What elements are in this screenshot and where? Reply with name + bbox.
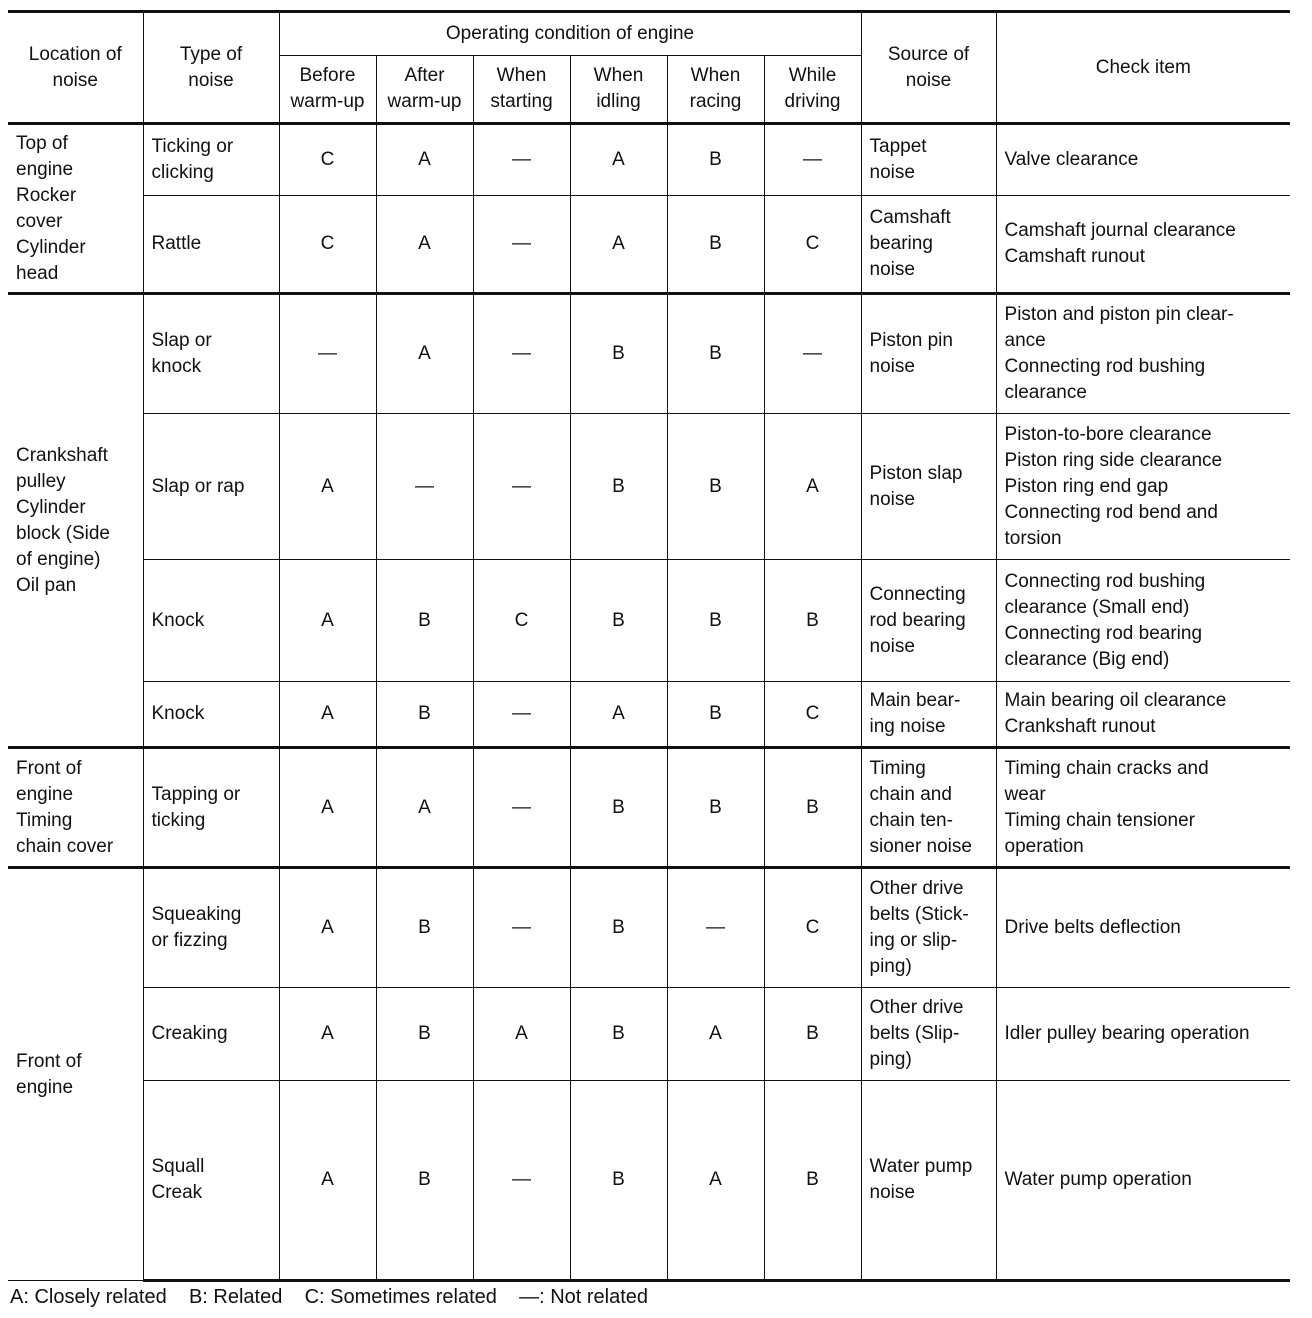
condition-cell: B — [764, 988, 861, 1081]
condition-cell: B — [570, 294, 667, 414]
condition-cell: C — [279, 124, 376, 196]
condition-cell: — — [764, 294, 861, 414]
condition-cell: A — [279, 414, 376, 560]
check-item-cell: Drive belts deflection — [996, 868, 1290, 988]
type-cell: Rattle — [143, 196, 279, 294]
type-cell: Slap or knock — [143, 294, 279, 414]
condition-cell: B — [376, 988, 473, 1081]
condition-cell: — — [279, 294, 376, 414]
source-cell: Connecting rod bearing noise — [861, 560, 996, 682]
condition-cell: A — [667, 1081, 764, 1281]
location-cell: Front of engine — [8, 868, 143, 1281]
condition-cell: A — [764, 414, 861, 560]
condition-cell: A — [473, 988, 570, 1081]
type-cell: Ticking or clicking — [143, 124, 279, 196]
condition-cell: — — [473, 682, 570, 748]
condition-cell: A — [376, 748, 473, 868]
condition-cell: A — [667, 988, 764, 1081]
condition-cell: B — [376, 868, 473, 988]
check-item-cell: Piston and piston pin clear- ance Connecting rod bushing clearance — [996, 294, 1290, 414]
operating-condition-header: Operating condition of engine — [279, 12, 861, 56]
type-cell: Knock — [143, 560, 279, 682]
condition-cell: B — [570, 414, 667, 560]
condition-cell: — — [764, 124, 861, 196]
type-header: Type of noise — [143, 12, 279, 124]
condition-cell: B — [764, 748, 861, 868]
source-cell: Other drive belts (Stick- ing or slip- ping) — [861, 868, 996, 988]
table-row — [8, 196, 1290, 294]
condition-cell: A — [279, 682, 376, 748]
type-cell: Tapping or ticking — [143, 748, 279, 868]
source-cell: Piston slap noise — [861, 414, 996, 560]
source-cell: Piston pin noise — [861, 294, 996, 414]
engine-noise-table — [8, 10, 1290, 1282]
location-header: Location of noise — [8, 12, 143, 124]
table-row — [8, 988, 1290, 1081]
table-row — [8, 124, 1290, 196]
check-item-cell: Valve clearance — [996, 124, 1290, 196]
source-cell: Camshaft bearing noise — [861, 196, 996, 294]
condition-cell: B — [570, 560, 667, 682]
source-cell: Tappet noise — [861, 124, 996, 196]
condition-cell: — — [473, 868, 570, 988]
condition-cell: A — [279, 560, 376, 682]
condition-cell: B — [667, 748, 764, 868]
condition-cell: A — [376, 124, 473, 196]
type-cell: Knock — [143, 682, 279, 748]
condition-cell: B — [667, 414, 764, 560]
condition-when-racing-header: When racing — [667, 56, 764, 124]
check-item-header: Check item — [996, 12, 1290, 124]
table-row — [8, 414, 1290, 560]
table-row — [8, 1081, 1290, 1281]
condition-cell: B — [764, 560, 861, 682]
condition-cell: A — [279, 748, 376, 868]
condition-cell: A — [570, 196, 667, 294]
condition-cell: — — [473, 196, 570, 294]
condition-cell: — — [473, 414, 570, 560]
condition-cell: B — [570, 1081, 667, 1281]
location-cell: Front of engine Timing chain cover — [8, 748, 143, 868]
condition-cell: A — [279, 988, 376, 1081]
location-cell: Top of engine Rocker cover Cylinder head — [8, 124, 143, 294]
table-row — [8, 748, 1290, 868]
condition-cell: A — [279, 1081, 376, 1281]
source-cell: Timing chain and chain ten- sioner noise — [861, 748, 996, 868]
condition-cell: B — [667, 196, 764, 294]
check-item-cell: Main bearing oil clearance Crankshaft runout — [996, 682, 1290, 748]
condition-cell: A — [376, 294, 473, 414]
condition-cell: B — [570, 868, 667, 988]
source-cell: Other drive belts (Slip- ping) — [861, 988, 996, 1081]
location-cell: Crankshaft pulley Cylinder block (Side of engine) Oil pan — [8, 294, 143, 748]
condition-cell: C — [279, 196, 376, 294]
condition-cell: B — [570, 988, 667, 1081]
condition-cell: A — [279, 868, 376, 988]
condition-cell: — — [473, 1081, 570, 1281]
condition-while-driving-header: While driving — [764, 56, 861, 124]
check-item-cell: Timing chain cracks and wear Timing chain tensioner operation — [996, 748, 1290, 868]
check-item-cell: Camshaft journal clearance Camshaft runout — [996, 196, 1290, 294]
check-item-cell: Connecting rod bushing clearance (Small end) Connecting rod bearing clearance (Big end) — [996, 560, 1290, 682]
source-cell: Main bear- ing noise — [861, 682, 996, 748]
condition-cell: — — [473, 294, 570, 414]
condition-cell: A — [376, 196, 473, 294]
condition-cell: C — [764, 682, 861, 748]
condition-cell: B — [667, 560, 764, 682]
table-row — [8, 294, 1290, 414]
condition-when-idling-header: When idling — [570, 56, 667, 124]
source-cell: Water pump noise — [861, 1081, 996, 1281]
condition-cell: — — [473, 748, 570, 868]
check-item-cell: Piston-to-bore clearance Piston ring side clearance Piston ring end gap Connecting rod bend and torsion — [996, 414, 1290, 560]
type-cell: Squall Creak — [143, 1081, 279, 1281]
condition-cell: B — [376, 560, 473, 682]
condition-cell: B — [764, 1081, 861, 1281]
condition-cell: B — [376, 1081, 473, 1281]
table-row — [8, 868, 1290, 988]
table-row — [8, 560, 1290, 682]
type-cell: Squeaking or fizzing — [143, 868, 279, 988]
condition-cell: C — [764, 196, 861, 294]
legend: A: Closely related B: Related C: Sometimes related —: Not related — [10, 1286, 649, 1308]
condition-cell: — — [376, 414, 473, 560]
condition-cell: C — [473, 560, 570, 682]
type-cell: Creaking — [143, 988, 279, 1081]
condition-cell: B — [667, 294, 764, 414]
condition-cell: A — [570, 682, 667, 748]
condition-after-warmup-header: After warm-up — [376, 56, 473, 124]
condition-cell: B — [570, 748, 667, 868]
condition-cell: B — [667, 682, 764, 748]
table-row — [8, 682, 1290, 748]
condition-before-warmup-header: Before warm-up — [279, 56, 376, 124]
source-header: Source of noise — [861, 12, 996, 124]
condition-when-starting-header: When starting — [473, 56, 570, 124]
condition-cell: — — [473, 124, 570, 196]
condition-cell: B — [667, 124, 764, 196]
condition-cell: A — [570, 124, 667, 196]
condition-cell: B — [376, 682, 473, 748]
condition-cell: C — [764, 868, 861, 988]
check-item-cell: Idler pulley bearing operation — [996, 988, 1290, 1081]
condition-cell: — — [667, 868, 764, 988]
check-item-cell: Water pump operation — [996, 1081, 1290, 1281]
type-cell: Slap or rap — [143, 414, 279, 560]
